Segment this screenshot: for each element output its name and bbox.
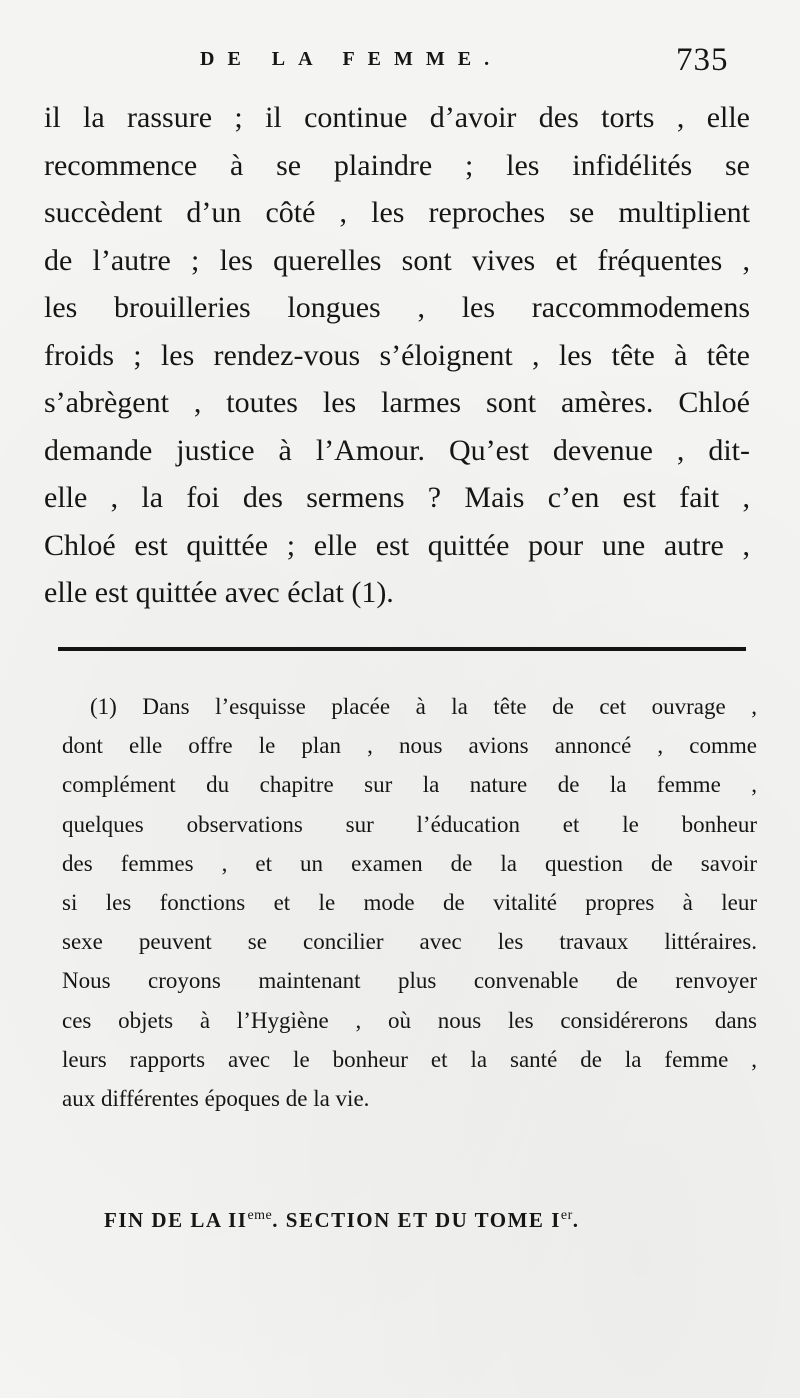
footnote-line: des femmes , et un examen de la question de savoir [62, 850, 757, 876]
end-line-text: . [572, 1208, 580, 1232]
end-line-superscript: er [560, 1208, 573, 1223]
footnote-line: quelques observations sur l’éducation et le bonheur [62, 811, 757, 837]
footnote-line: Nous croyons maintenant plus convenable de renvoyer [62, 968, 757, 994]
end-line-superscript: eme [247, 1208, 273, 1223]
footnote-line: ces objets à l’Hygiène , où nous les considérerons dans [62, 1007, 757, 1033]
end-line-text: . SECTION ET DU TOME I [272, 1208, 561, 1232]
footnote-line: complément du chapitre sur la nature de la femme , [62, 772, 757, 798]
footnote-line: (1) Dans l’esquisse placée à la tête de cet ouvrage , [90, 694, 757, 719]
body-line: froids ; les rendez-vous s’éloignent , les tête à tête [44, 338, 750, 372]
footnote-line: aux différentes époques de la vie. [62, 1085, 370, 1111]
page-number: 735 [676, 42, 729, 78]
footnote-line: dont elle offre le plan , nous avions annoncé , comme [62, 733, 757, 759]
body-line: de l’autre ; les querelles sont vives et fréquentes , [44, 243, 750, 277]
footnote-line: leurs rapports avec le bonheur et la santé de la femme , [62, 1046, 757, 1072]
body-paragraph [44, 94, 750, 617]
footnote-line: si les fonctions et le mode de vitalité propres à leur [62, 889, 757, 915]
footnote [62, 687, 757, 1118]
body-line: recommence à se plaindre ; les infidélités se [44, 148, 750, 182]
body-line: succèdent d’un côté , les reproches se multiplient [44, 196, 750, 229]
running-title: DE LA FEMME. [200, 48, 503, 70]
body-line: Chloé est quittée ; elle est quittée pour une autre , [44, 528, 750, 562]
end-of-volume-line [104, 1208, 744, 1233]
page-header [0, 38, 800, 88]
footnote-line: sexe peuvent se concilier avec les travaux littéraires. [62, 929, 757, 955]
body-line: les brouilleries longues , les raccommodemens [44, 291, 750, 324]
body-line: demande justice à l’Amour. Qu’est devenue , dit- [44, 433, 750, 467]
body-line: il la rassure ; il continue d’avoir des torts , elle [44, 101, 750, 134]
body-line: s’abrègent , toutes les larmes sont amères. Chloé [44, 386, 750, 419]
footnote-separator-rule [58, 647, 746, 651]
end-line-text: FIN DE LA II [104, 1208, 248, 1232]
body-line: elle est quittée avec éclat (1). [44, 576, 394, 609]
body-line: elle , la foi des sermens ? Mais c’en est fait , [44, 481, 750, 514]
